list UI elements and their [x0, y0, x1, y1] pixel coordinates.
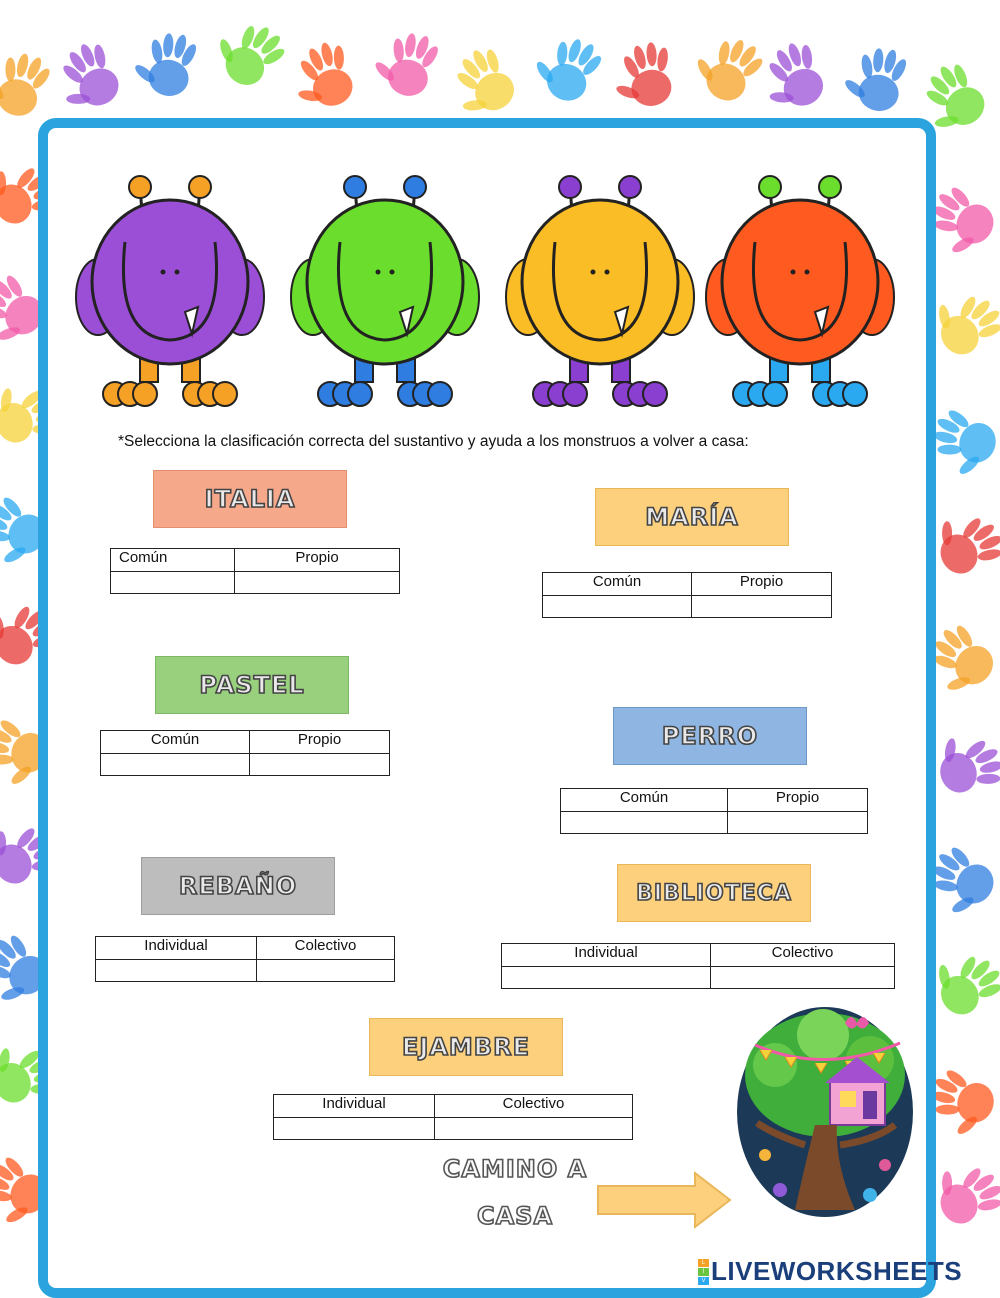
option-comun-pastel[interactable]: Común	[101, 731, 250, 754]
purple-monster-icon	[76, 176, 264, 406]
instruction-text: *Selecciona la clasificación correcta del sustantivo y ayuda a los monstruos a volver a casa:	[118, 433, 749, 450]
handprint-icon	[205, 8, 293, 96]
handprint-icon	[0, 42, 56, 123]
choice-table-italia	[110, 548, 400, 594]
logo-text: LIVEWORKSHEETS	[711, 1256, 963, 1286]
handprint-icon	[929, 723, 1000, 802]
option-individual-rebano[interactable]: Individual	[96, 937, 257, 960]
option-individual-ejambre[interactable]: Individual	[274, 1095, 435, 1118]
camino-line1: CAMINO A	[442, 1155, 588, 1183]
answer-cell-comun-italia[interactable]	[111, 572, 235, 594]
answer-cell-propio-italia[interactable]	[235, 572, 400, 594]
option-propio-perro[interactable]: Propio	[728, 789, 868, 812]
word-label-biblioteca: BIBLIOTECA	[617, 864, 811, 922]
handprint-icon	[839, 42, 910, 115]
answer-cell-comun-pastel[interactable]	[101, 754, 250, 776]
treehouse-image	[735, 1005, 915, 1220]
answer-cell-individual-rebano[interactable]	[96, 960, 257, 982]
choice-table-pastel	[100, 730, 390, 776]
answer-cell-propio-maria[interactable]	[692, 596, 832, 618]
orange-monster-icon	[706, 176, 894, 406]
choice-table-biblioteca	[501, 943, 895, 989]
option-colectivo-ejambre[interactable]: Colectivo	[435, 1095, 633, 1118]
answer-cell-propio-perro[interactable]	[728, 812, 868, 834]
answer-cell-comun-maria[interactable]	[543, 596, 692, 618]
option-comun-maria[interactable]: Común	[543, 573, 692, 596]
yellow-monster-icon	[506, 176, 694, 406]
liveworksheets-logo	[698, 1256, 962, 1287]
handprint-icon	[925, 1149, 1000, 1234]
word-label-rebano: REBAÑO	[141, 857, 335, 915]
choice-table-maria	[542, 572, 832, 618]
handprint-icon	[283, 36, 362, 117]
camino-line2: CASA	[476, 1202, 554, 1230]
option-propio-maria[interactable]: Propio	[692, 573, 832, 596]
handprint-icon	[685, 24, 770, 110]
logo-blocks: L I V	[698, 1259, 709, 1285]
choice-table-rebano	[95, 936, 395, 982]
answer-cell-colectivo-ejambre[interactable]	[435, 1118, 633, 1140]
handprint-icon	[607, 39, 678, 112]
option-propio-pastel[interactable]: Propio	[250, 731, 390, 754]
word-label-perro: PERRO	[613, 707, 807, 765]
choice-table-perro	[560, 788, 868, 834]
handprint-icon	[129, 27, 200, 100]
handprint-icon	[925, 499, 1000, 584]
handprint-icon	[44, 35, 129, 121]
choice-table-ejambre	[273, 1094, 633, 1140]
answer-cell-colectivo-rebano[interactable]	[257, 960, 395, 982]
handprint-icon	[751, 36, 833, 119]
answer-cell-comun-perro[interactable]	[561, 812, 728, 834]
answer-cell-individual-ejambre[interactable]	[274, 1118, 435, 1140]
word-label-ejambre: EJAMBRE	[369, 1018, 563, 1076]
word-label-italia: ITALIA	[153, 470, 347, 528]
answer-cell-individual-biblioteca[interactable]	[502, 967, 711, 989]
monsters-row	[65, 172, 925, 422]
handprint-icon	[368, 24, 444, 101]
handprint-icon	[526, 25, 608, 108]
option-comun-italia[interactable]: Común	[111, 549, 235, 572]
word-label-maria: MARÍA	[595, 488, 789, 546]
option-propio-italia[interactable]: Propio	[235, 549, 400, 572]
arrow-right-icon	[595, 1170, 735, 1230]
answer-cell-propio-pastel[interactable]	[250, 754, 390, 776]
option-colectivo-rebano[interactable]: Colectivo	[257, 937, 395, 960]
option-individual-biblioteca[interactable]: Individual	[502, 944, 711, 967]
answer-cell-colectivo-biblioteca[interactable]	[711, 967, 895, 989]
option-comun-perro[interactable]: Común	[561, 789, 728, 812]
green-monster-icon	[291, 176, 479, 406]
option-colectivo-biblioteca[interactable]: Colectivo	[711, 944, 895, 967]
handprint-icon	[438, 40, 525, 127]
word-label-pastel: PASTEL	[155, 656, 349, 714]
